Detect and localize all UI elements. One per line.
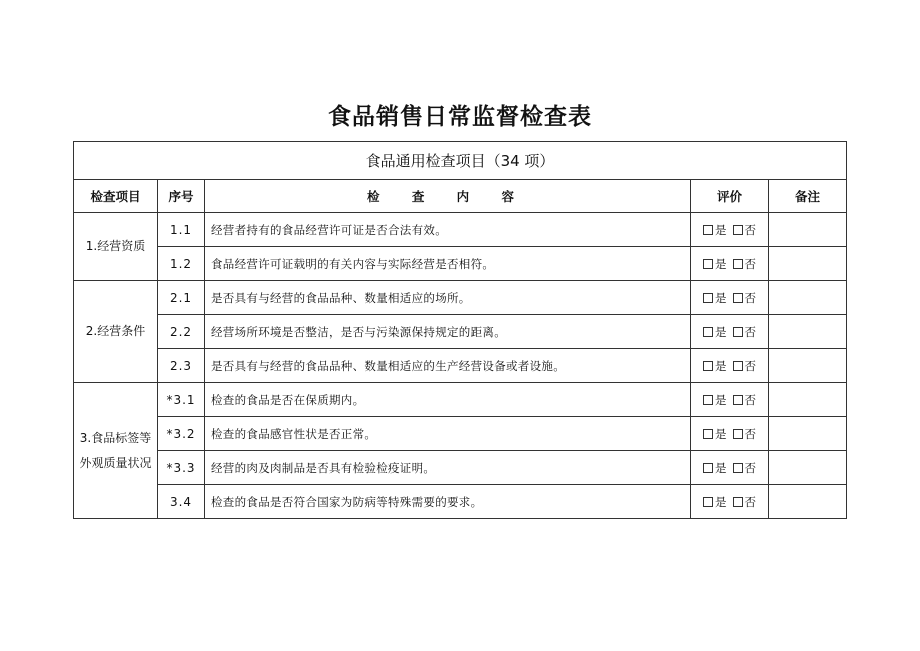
item-content: 检查的食品是否在保质期内。 <box>205 383 691 417</box>
option-label: 是 <box>715 460 727 475</box>
table-subtitle: 食品通用检查项目（34 项） <box>74 142 847 180</box>
option-label: 否 <box>744 290 756 305</box>
evaluation-option-no[interactable] <box>733 494 757 510</box>
header-category: 检查项目 <box>74 180 158 213</box>
remarks-cell[interactable] <box>769 383 847 417</box>
item-content: 检查的食品感官性状是否正常。 <box>205 417 691 451</box>
checkbox-yes[interactable] <box>703 395 713 405</box>
evaluation-option-no[interactable] <box>733 358 757 374</box>
document-title: 食品销售日常监督检查表 <box>328 104 592 130</box>
remarks-cell[interactable] <box>769 281 847 315</box>
remarks-cell[interactable] <box>769 315 847 349</box>
item-content: 经营的肉及肉制品是否具有检验检疫证明。 <box>205 451 691 485</box>
remarks-cell[interactable] <box>769 451 847 485</box>
evaluation-option-yes[interactable] <box>703 426 727 442</box>
evaluation-option-no[interactable] <box>733 222 757 238</box>
remarks-cell[interactable] <box>769 213 847 247</box>
table-row <box>74 451 847 485</box>
remarks-cell[interactable] <box>769 349 847 383</box>
option-label: 否 <box>744 324 756 339</box>
evaluation-option-yes[interactable] <box>703 358 727 374</box>
evaluation-option-yes[interactable] <box>703 494 727 510</box>
option-label: 是 <box>715 324 727 339</box>
option-label: 否 <box>744 392 756 407</box>
item-number: 3.4 <box>158 485 205 519</box>
table-header-row <box>74 180 847 213</box>
checkbox-yes[interactable] <box>703 463 713 473</box>
option-label: 是 <box>715 358 727 373</box>
option-label: 是 <box>715 494 727 509</box>
evaluation-option-no[interactable] <box>733 460 757 476</box>
header-number: 序号 <box>158 180 205 213</box>
item-number: 1.1 <box>158 213 205 247</box>
remarks-cell[interactable] <box>769 247 847 281</box>
table-row <box>74 485 847 519</box>
checkbox-no[interactable] <box>733 463 743 473</box>
evaluation-cell <box>691 349 769 383</box>
checkbox-no[interactable] <box>733 395 743 405</box>
item-content: 经营场所环境是否整洁，是否与污染源保持规定的距离。 <box>205 315 691 349</box>
item-content: 食品经营许可证载明的有关内容与实际经营是否相符。 <box>205 247 691 281</box>
evaluation-option-no[interactable] <box>733 290 757 306</box>
remarks-cell[interactable] <box>769 417 847 451</box>
evaluation-option-no[interactable] <box>733 426 757 442</box>
table-row <box>74 383 847 417</box>
checkbox-yes[interactable] <box>703 361 713 371</box>
header-content: 检 查 内 容 <box>205 180 691 213</box>
option-label: 是 <box>715 256 727 271</box>
evaluation-cell <box>691 417 769 451</box>
category-cell: 3.食品标签等外观质量状况 <box>74 383 158 519</box>
header-remarks: 备注 <box>769 180 847 213</box>
table-row <box>74 315 847 349</box>
table-row <box>74 349 847 383</box>
table-row <box>74 213 847 247</box>
item-number: *3.2 <box>158 417 205 451</box>
item-number: 2.1 <box>158 281 205 315</box>
item-content: 检查的食品是否符合国家为防病等特殊需要的要求。 <box>205 485 691 519</box>
evaluation-option-yes[interactable] <box>703 324 727 340</box>
evaluation-cell <box>691 383 769 417</box>
evaluation-cell <box>691 485 769 519</box>
checkbox-no[interactable] <box>733 497 743 507</box>
option-label: 否 <box>744 358 756 373</box>
checkbox-no[interactable] <box>733 225 743 235</box>
option-label: 否 <box>744 460 756 475</box>
evaluation-option-yes[interactable] <box>703 460 727 476</box>
evaluation-cell <box>691 247 769 281</box>
checkbox-no[interactable] <box>733 327 743 337</box>
item-number: *3.3 <box>158 451 205 485</box>
item-content: 是否具有与经营的食品品种、数量相适应的场所。 <box>205 281 691 315</box>
table-row <box>74 417 847 451</box>
inspection-table <box>73 141 847 519</box>
item-content: 是否具有与经营的食品品种、数量相适应的生产经营设备或者设施。 <box>205 349 691 383</box>
table-row <box>74 247 847 281</box>
evaluation-option-yes[interactable] <box>703 256 727 272</box>
option-label: 是 <box>715 290 727 305</box>
remarks-cell[interactable] <box>769 485 847 519</box>
checkbox-yes[interactable] <box>703 327 713 337</box>
item-content: 经营者持有的食品经营许可证是否合法有效。 <box>205 213 691 247</box>
evaluation-cell <box>691 315 769 349</box>
checkbox-yes[interactable] <box>703 429 713 439</box>
item-number: *3.1 <box>158 383 205 417</box>
table-row <box>74 281 847 315</box>
option-label: 是 <box>715 392 727 407</box>
checkbox-yes[interactable] <box>703 259 713 269</box>
evaluation-option-no[interactable] <box>733 324 757 340</box>
option-label: 否 <box>744 256 756 271</box>
evaluation-option-yes[interactable] <box>703 290 727 306</box>
evaluation-option-no[interactable] <box>733 392 757 408</box>
option-label: 否 <box>744 494 756 509</box>
evaluation-cell <box>691 281 769 315</box>
checkbox-yes[interactable] <box>703 225 713 235</box>
evaluation-cell <box>691 213 769 247</box>
item-number: 2.3 <box>158 349 205 383</box>
evaluation-option-yes[interactable] <box>703 392 727 408</box>
option-label: 否 <box>744 222 756 237</box>
evaluation-cell <box>691 451 769 485</box>
checkbox-no[interactable] <box>733 293 743 303</box>
item-number: 2.2 <box>158 315 205 349</box>
checkbox-yes[interactable] <box>703 497 713 507</box>
checkbox-no[interactable] <box>733 361 743 371</box>
option-label: 否 <box>744 426 756 441</box>
option-label: 是 <box>715 222 727 237</box>
category-cell: 1.经营资质 <box>74 213 158 281</box>
checkbox-no[interactable] <box>733 429 743 439</box>
header-evaluation: 评价 <box>691 180 769 213</box>
evaluation-option-yes[interactable] <box>703 222 727 238</box>
evaluation-option-no[interactable] <box>733 256 757 272</box>
item-number: 1.2 <box>158 247 205 281</box>
category-cell: 2.经营条件 <box>74 281 158 383</box>
checkbox-yes[interactable] <box>703 293 713 303</box>
option-label: 是 <box>715 426 727 441</box>
checkbox-no[interactable] <box>733 259 743 269</box>
